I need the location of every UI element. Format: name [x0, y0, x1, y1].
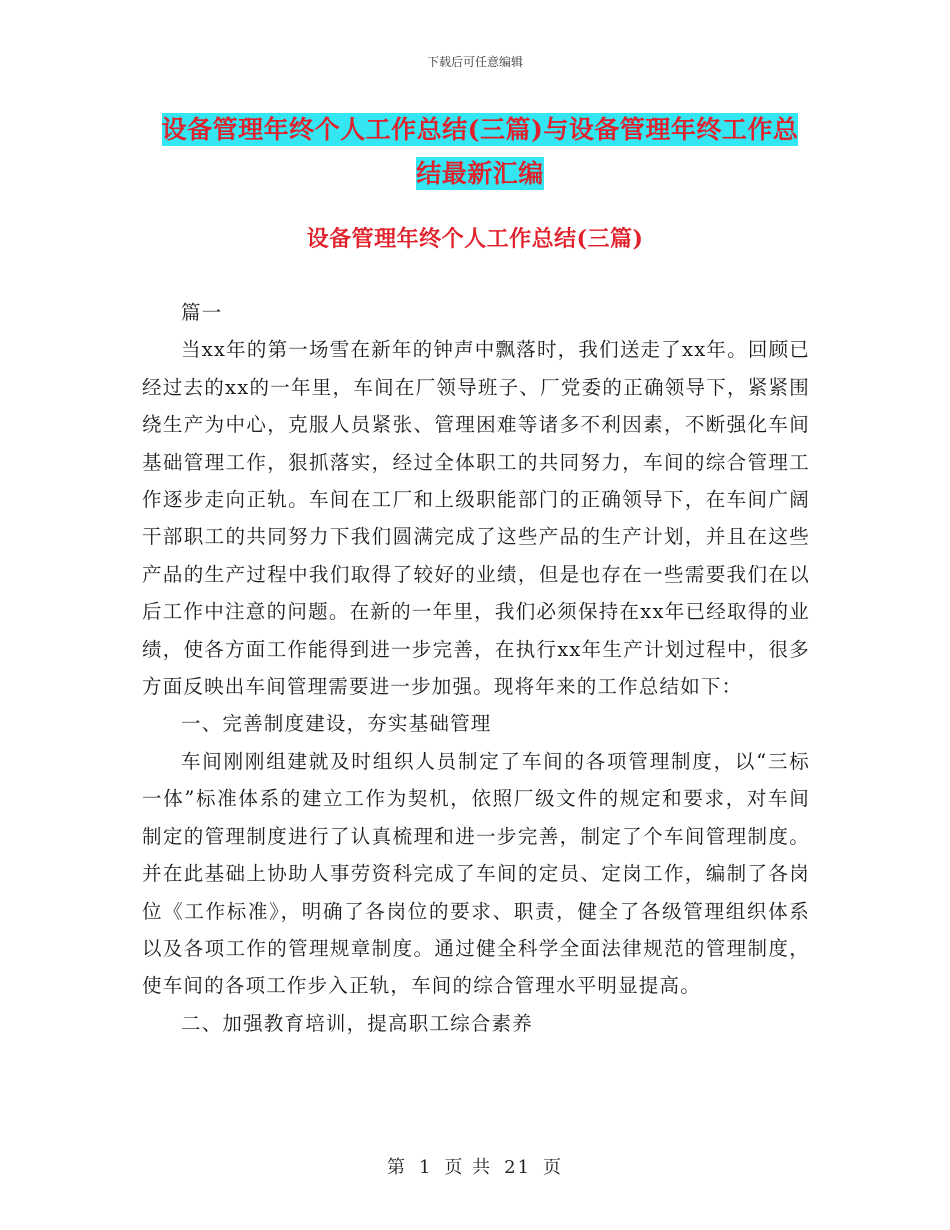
- paragraph: 车间刚刚组建就及时组织人员制定了车间的各项管理制度，以“三标一体”标准体系的建立工作为契机，依照厂级文件的规定和要求，对车间制定的管理制度进行了认真梳理和进一步完善，制定了个车间管理制度。并在此基础上协助人事劳资科完成了车间的定员、定岗工作，编制了各岗位《工作标准》，明确了各岗位的要求、职责，健全了各级管理组织体系以及各项工作的管理规章制度。通过健全科学全面法律规范的管理制度，使车间的各项工作步入正轨，车间的综合管理水平明显提高。: [142, 749, 810, 998]
- footer-total-pages: 21: [504, 1157, 532, 1178]
- section-heading: 一、完善制度建设，夯实基础管理: [181, 712, 492, 736]
- footer-suffix: 页: [543, 1157, 564, 1178]
- body-text: [142, 294, 810, 1042]
- footer-prefix: 第: [386, 1157, 407, 1178]
- footer-middle: 页 共: [444, 1157, 493, 1178]
- header-note: 下载后可任意编辑: [426, 55, 523, 69]
- footer-page-number: 1: [418, 1157, 433, 1178]
- section-title: 设备管理年终个人工作总结(三篇): [306, 226, 644, 252]
- section-heading: 二、加强教育培训，提高职工综合素养: [181, 1011, 533, 1035]
- main-title-text: 设备管理年终个人工作总结(三篇)与设备管理年终工作总结最新汇编: [161, 115, 799, 188]
- page-footer: [0, 1153, 950, 1179]
- paragraph-heading: 篇一: [181, 301, 223, 324]
- paragraph: 当xx年的第一场雪在新年的钟声中飘落时，我们送走了xx年。回顾已经过去的xx的一年里，车间在厂领导班子、厂党委的正确领导下，紧紧围绕生产为中心，克服人员紧张、管理困难等诸多不利因素，不断强化车间基础管理工作，狠抓落实，经过全体职工的共同努力，车间的综合管理工作逐步走向正轨。车间在工厂和上级职能部门的正确领导下，在车间广阔干部职工的共同努力下我们圆满完成了这些产品的生产计划，并且在这些产品的生产过程中我们取得了较好的业绩，但是也存在一些需要我们在以后工作中注意的问题。在新的一年里，我们必须保持在xx年已经取得的业绩，使各方面工作能得到进一步完善，在执行xx年生产计划过程中，很多方面反映出车间管理需要进一步加强。现将年来的工作总结如下：: [142, 338, 810, 699]
- main-title: [150, 108, 810, 196]
